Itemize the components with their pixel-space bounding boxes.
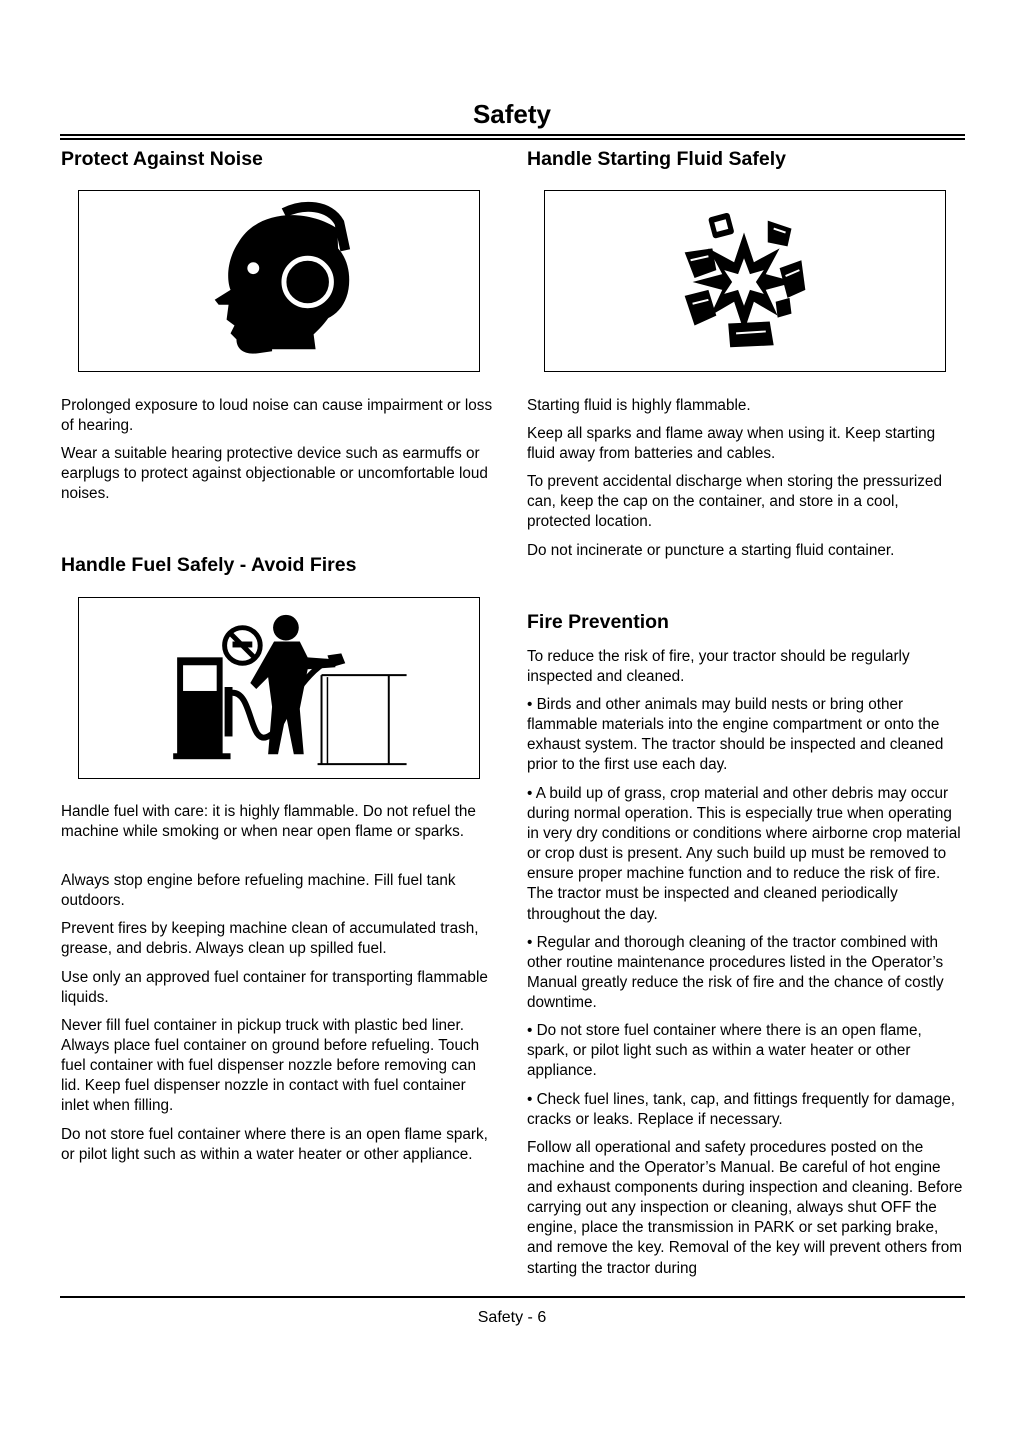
footer-rule: [60, 1296, 965, 1298]
page-title: Safety: [472, 99, 552, 129]
fuel-paragraph-5: Never fill fuel container in pickup truck with plastic bed liner. Always place fuel container on ground before refueling. Touch fuel container with fuel dispenser nozzle before removing can lid. Keep fuel dispenser nozzle in contact with fuel container inlet when filling.: [61, 1017, 480, 1115]
fire-prevention-paragraph-3: • A build up of grass, crop material and other debris may occur during normal operation. This is especially true when operating in very dry conditions or conditions where airborne crop material or crop dust is present. Any such build up must be removed to ensure proper machine function and to reduce the risk of fire. The tractor must be inspected and cleaned periodically throughout the day.: [527, 785, 961, 923]
fire-prevention-paragraph-6: • Check fuel lines, tank, cap, and fittings frequently for damage, cracks or leaks. Replace if necessary.: [527, 1091, 955, 1129]
fire-prevention-paragraph-4: • Regular and thorough cleaning of the tractor combined with other routine maintenance procedures listed in the Operator’s Manual greatly reduce the risk of fire and the chance of costly downtime.: [527, 934, 944, 1012]
right-column: [527, 0, 965, 1290]
fuel-paragraph-6: Do not store fuel container where there is an open flame spark, or pilot light such as within a water heater or other appliance.: [61, 1126, 488, 1164]
starting-fluid-paragraph-2: Keep all sparks and flame away when using it. Keep starting fluid away from batteries and cables.: [527, 425, 936, 463]
heading-handle-starting-fluid: Handle Starting Fluid Safely: [527, 148, 786, 170]
fire-prevention-paragraph-1: To reduce the risk of fire, your tractor should be regularly inspected and cleaned.: [527, 648, 910, 686]
page-footer: Safety - 6: [477, 1309, 547, 1326]
fuel-paragraph-1: Handle fuel with care: it is highly flammable. Do not refuel the machine while smoking or when near open flame or sparks.: [61, 803, 476, 841]
fire-prevention-paragraph-7: Follow all operational and safety procedures posted on the machine and the Operator’s Manual. Be careful of hot engine and exhaust components during inspection and cleaning. Before carrying out any inspection or cleaning, always shut OFF the engine, place the transmission in PARK or set parking brake, and remove the key. Removal of the key will prevent others from starting the tractor during: [527, 1139, 963, 1277]
fuel-paragraph-2: Always stop engine before refueling machine. Fill fuel tank outdoors.: [61, 872, 456, 910]
starting-fluid-paragraph-4: Do not incinerate or puncture a starting fluid container.: [527, 542, 895, 559]
heading-fire-prevention: Fire Prevention: [527, 611, 669, 633]
hearing-protection-icon: [79, 191, 479, 371]
fuel-paragraph-4: Use only an approved fuel container for transporting flammable liquids.: [61, 969, 488, 1007]
starting-fluid-paragraph-1: Starting fluid is highly flammable.: [527, 397, 751, 414]
heading-protect-against-noise: Protect Against Noise: [61, 148, 263, 170]
noise-paragraph-2: Wear a suitable hearing protective device such as earmuffs or earplugs to protect against objectionable or uncomfortable loud noises.: [61, 445, 488, 503]
starting-fluid-paragraph-3: To prevent accidental discharge when storing the pressurized can, keep the cap on the container, and store in a cool, protected location.: [527, 473, 942, 531]
figure-hearing-protection: [78, 190, 480, 372]
figure-starting-fluid: [544, 190, 946, 372]
figure-refueling: [78, 597, 480, 779]
heading-handle-fuel-safely: Handle Fuel Safely - Avoid Fires: [61, 554, 357, 576]
fuel-paragraph-3: Prevent fires by keeping machine clean of accumulated trash, grease, and debris. Always clean up spilled fuel.: [61, 920, 479, 958]
refueling-no-smoking-icon: [79, 598, 479, 778]
left-column: [61, 0, 497, 1290]
exploding-aerosol-can-icon: [545, 191, 945, 371]
fire-prevention-paragraph-5: • Do not store fuel container where there is an open flame, spark, or pilot light such as within a water heater or other appliance.: [527, 1022, 922, 1080]
fire-prevention-paragraph-2: • Birds and other animals may build nests or bring other flammable materials into the engine compartment or onto the exhaust system. The tractor should be inspected and cleaned prior to the first use each day.: [527, 696, 944, 774]
noise-paragraph-1: Prolonged exposure to loud noise can cause impairment or loss of hearing.: [61, 397, 493, 435]
